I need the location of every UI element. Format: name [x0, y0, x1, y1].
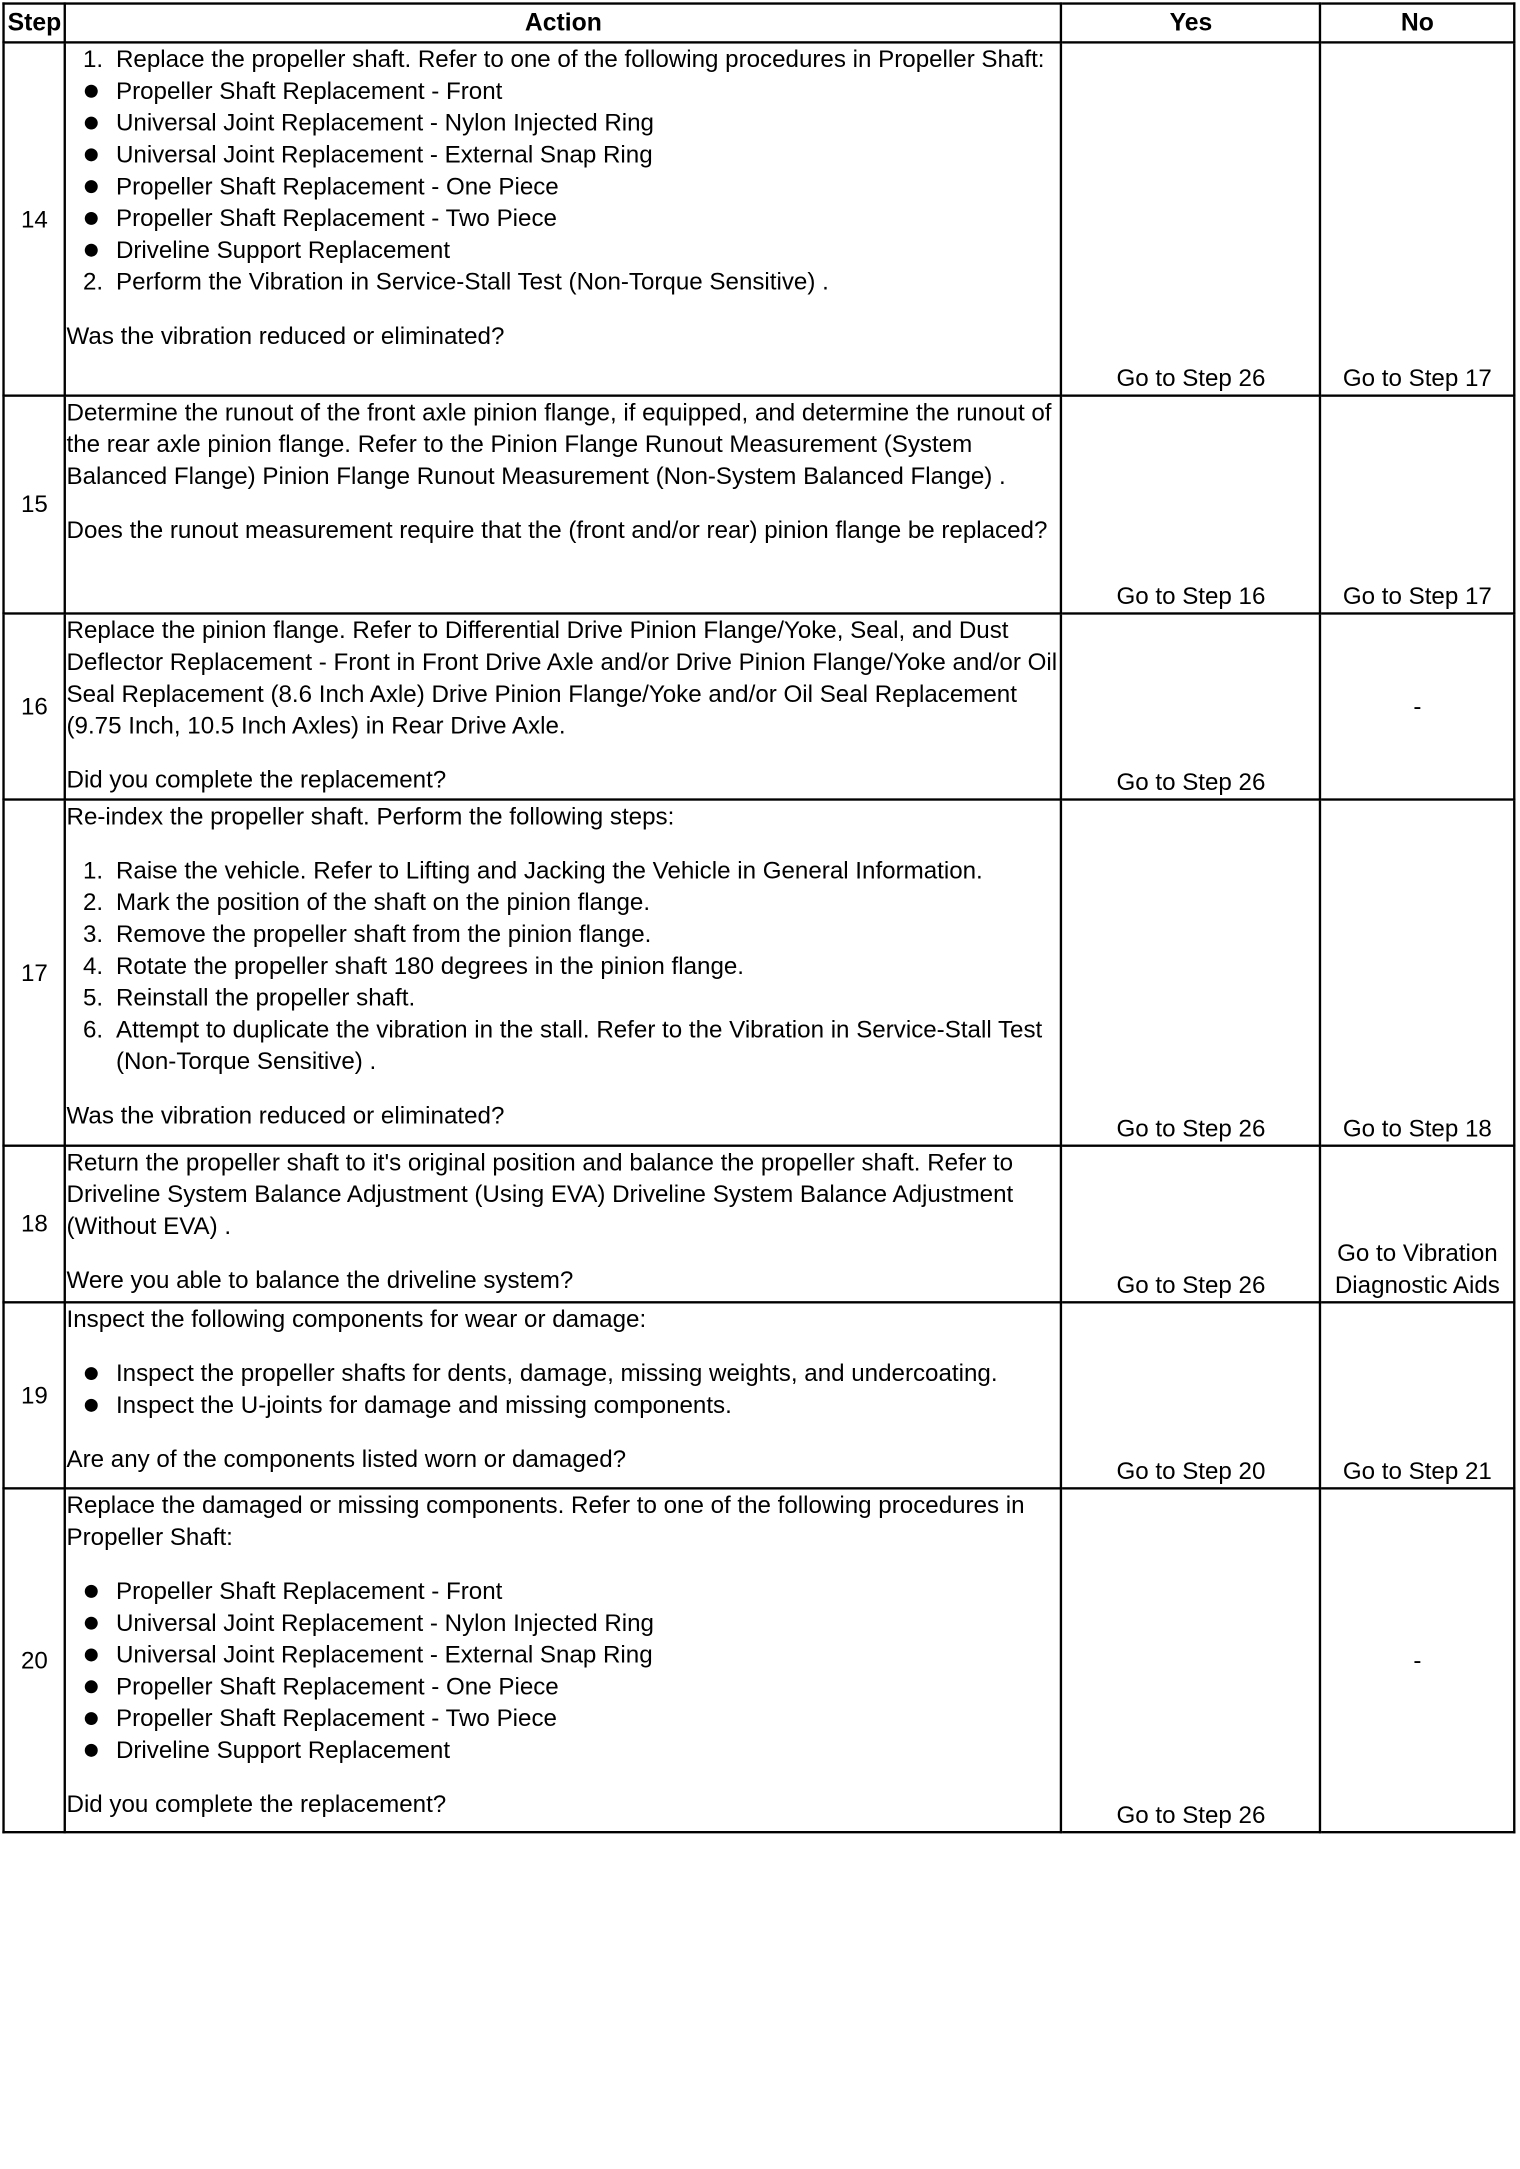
yes-cell: Go to Step 26	[1061, 42, 1320, 395]
step-number: 17	[4, 800, 66, 1146]
action-cell	[65, 800, 1061, 1146]
list-item	[67, 75, 1061, 107]
header-yes: Yes	[1061, 4, 1320, 43]
list-item	[67, 234, 1061, 266]
step-number: 20	[4, 1488, 66, 1832]
yes-cell: Go to Step 26	[1061, 1488, 1320, 1832]
list-item	[67, 1734, 1061, 1766]
step-number: 19	[4, 1302, 66, 1488]
step-number: 14	[4, 42, 66, 395]
no-cell: Go to Vibration Diagnostic Aids	[1320, 1146, 1514, 1303]
yes-cell: Go to Step 20	[1061, 1302, 1320, 1488]
list-item	[67, 1607, 1061, 1639]
action-cell	[65, 42, 1061, 395]
list-item-text: Perform the Vibration in Service-Stall Test (Non-Torque Sensitive) .	[115, 268, 829, 296]
yes-cell: Go to Step 16	[1061, 396, 1320, 614]
table-row	[4, 396, 1515, 614]
step-number: 16	[4, 613, 66, 799]
no-cell: Go to Step 21	[1320, 1302, 1514, 1488]
table-row	[4, 800, 1515, 1146]
list-item	[67, 107, 1061, 139]
bullet-icon	[85, 85, 98, 98]
bullet-icon	[85, 1744, 98, 1757]
diagnostic-table	[2, 2, 1515, 1833]
question-text: Are any of the components listed worn or damaged?	[66, 1445, 627, 1474]
list-item-text: Universal Joint Replacement - Nylon Injected Ring	[115, 109, 654, 137]
bullet-icon	[85, 1585, 98, 1598]
list-item-text: Rotate the propeller shaft 180 degrees in the pinion flange.	[115, 952, 745, 980]
action-intro: Replace the damaged or missing components. Refer to one of the following procedures in Propeller Shaft:	[66, 1491, 1025, 1551]
list-item-text: Inspect the propeller shafts for dents, damage, missing weights, and undercoating.	[115, 1360, 998, 1388]
table-row	[4, 1302, 1515, 1488]
step-number: 18	[4, 1146, 66, 1303]
list-item	[67, 139, 1061, 171]
table-row	[4, 613, 1515, 799]
question-text: Was the vibration reduced or eliminated?	[66, 322, 505, 350]
no-cell: Go to Step 18	[1320, 800, 1514, 1146]
yes-cell: Go to Step 26	[1061, 1146, 1320, 1303]
list-item-text: Driveline Support Replacement	[115, 236, 451, 264]
list-item	[116, 918, 1060, 950]
list-item	[67, 1389, 1061, 1421]
list-item	[116, 887, 1060, 919]
question-text: Were you able to balance the driveline system?	[66, 1266, 574, 1295]
header-action: Action	[65, 4, 1061, 43]
list-item	[67, 171, 1061, 203]
list-item-text: Propeller Shaft Replacement - Two Piece	[115, 204, 557, 232]
bullet-icon	[85, 244, 98, 257]
bullet-icon	[85, 1712, 98, 1725]
header-row	[4, 4, 1515, 43]
action-text: Replace the pinion flange. Refer to Differential Drive Pinion Flange/Yoke, Seal, and Dust Deflector Replacement - Front in Front Drive Axle and/or Drive Pinion Flange/Yoke and/or Oil Seal Replacement (8.6 Inch Axle) Drive Pinion Flange/Yoke and/or Oil Seal Replacement (9.75 Inch, 10.5 Inch Axles) in Rear Drive Axle.	[66, 617, 1058, 740]
action-cell	[65, 1302, 1061, 1488]
action-intro: Inspect the following components for wear or damage:	[66, 1305, 647, 1333]
question-text: Did you complete the replacement?	[66, 1790, 447, 1819]
list-item-text: Propeller Shaft Replacement - Front	[115, 77, 503, 105]
question-text: Did you complete the replacement?	[66, 766, 447, 794]
list-item-text: Propeller Shaft Replacement - Front	[115, 1577, 503, 1605]
list-item-text: Driveline Support Replacement	[115, 1736, 451, 1764]
list-item	[116, 982, 1060, 1014]
list-item-text: Propeller Shaft Replacement - One Piece	[115, 173, 559, 201]
list-item-text: Attempt to duplicate the vibration in the stall. Refer to the Vibration in Service-Stall Test (Non-Torque Sensitive) .	[115, 1016, 1043, 1076]
list-item	[67, 1703, 1061, 1735]
list-item-text: Remove the propeller shaft from the pinion flange.	[115, 920, 652, 948]
step-number: 15	[4, 396, 66, 614]
action-cell	[65, 396, 1061, 614]
bullet-icon	[85, 1680, 98, 1693]
question-text: Does the runout measurement require that the (front and/or rear) pinion flange be replaced?	[66, 516, 1048, 545]
bullet-list	[67, 75, 1061, 266]
list-item	[67, 203, 1061, 235]
action-intro: Re-index the propeller shaft. Perform the following steps:	[66, 803, 675, 831]
bullet-list	[67, 1358, 1061, 1422]
list-item-text: Replace the propeller shaft. Refer to one of the following procedures in Propeller Shaft:	[115, 45, 1045, 74]
no-cell: -	[1320, 613, 1514, 799]
bullet-icon	[85, 117, 98, 130]
yes-cell: Go to Step 26	[1061, 613, 1320, 799]
list-item-text: Propeller Shaft Replacement - One Piece	[115, 1673, 559, 1701]
no-cell: Go to Step 17	[1320, 42, 1514, 395]
action-text: Return the propeller shaft to it's original position and balance the propeller shaft. Refer to Driveline System Balance Adjustment (Using EVA) Driveline System Balance Adjustment (Without EVA) .	[66, 1149, 1014, 1240]
action-cell	[65, 613, 1061, 799]
list-item-text: Mark the position of the shaft on the pinion flange.	[115, 889, 651, 917]
bullet-icon	[85, 180, 98, 193]
bullet-icon	[85, 1649, 98, 1662]
no-cell: -	[1320, 1488, 1514, 1832]
list-item	[67, 1639, 1061, 1671]
list-item	[116, 855, 1060, 887]
list-item	[67, 1671, 1061, 1703]
header-no: No	[1320, 4, 1514, 43]
list-item-text: Inspect the U-joints for damage and missing components.	[115, 1391, 732, 1419]
list-item-text: Raise the vehicle. Refer to Lifting and Jacking the Vehicle in General Information.	[115, 857, 983, 885]
bullet-icon	[85, 1367, 98, 1380]
action-cell	[65, 1146, 1061, 1303]
table-row	[4, 42, 1515, 395]
numbered-list	[67, 44, 1061, 298]
bullet-icon	[85, 1399, 98, 1412]
list-item	[116, 1014, 1060, 1078]
bullet-icon	[85, 1617, 98, 1630]
list-item	[116, 950, 1060, 982]
list-item-text: Universal Joint Replacement - External Snap Ring	[115, 141, 653, 169]
yes-cell: Go to Step 26	[1061, 800, 1320, 1146]
list-item	[67, 1358, 1061, 1390]
list-item-text: Reinstall the propeller shaft.	[115, 984, 416, 1012]
header-step: Step	[4, 4, 66, 43]
action-cell	[65, 1488, 1061, 1832]
table-row	[4, 1146, 1515, 1303]
list-item	[67, 1575, 1061, 1607]
list-item-text: Universal Joint Replacement - Nylon Injected Ring	[115, 1609, 654, 1637]
action-text: Determine the runout of the front axle pinion flange, if equipped, and determine the runout of the rear axle pinion flange. Refer to the Pinion Flange Runout Measurement (System Balanced Flange) Pinion Flange Runout Measurement (Non-System Balanced Flange) .	[66, 399, 1052, 490]
numbered-list	[67, 855, 1061, 1078]
question-text: Was the vibration reduced or eliminated?	[66, 1102, 505, 1130]
no-cell: Go to Step 17	[1320, 396, 1514, 614]
list-item-text: Universal Joint Replacement - External Snap Ring	[115, 1641, 653, 1669]
list-item-text: Propeller Shaft Replacement - Two Piece	[115, 1705, 557, 1733]
bullet-list	[67, 1575, 1061, 1766]
table-row	[4, 1488, 1515, 1832]
list-item	[116, 44, 1060, 267]
bullet-icon	[85, 212, 98, 225]
list-item	[116, 266, 1060, 298]
bullet-icon	[85, 148, 98, 161]
